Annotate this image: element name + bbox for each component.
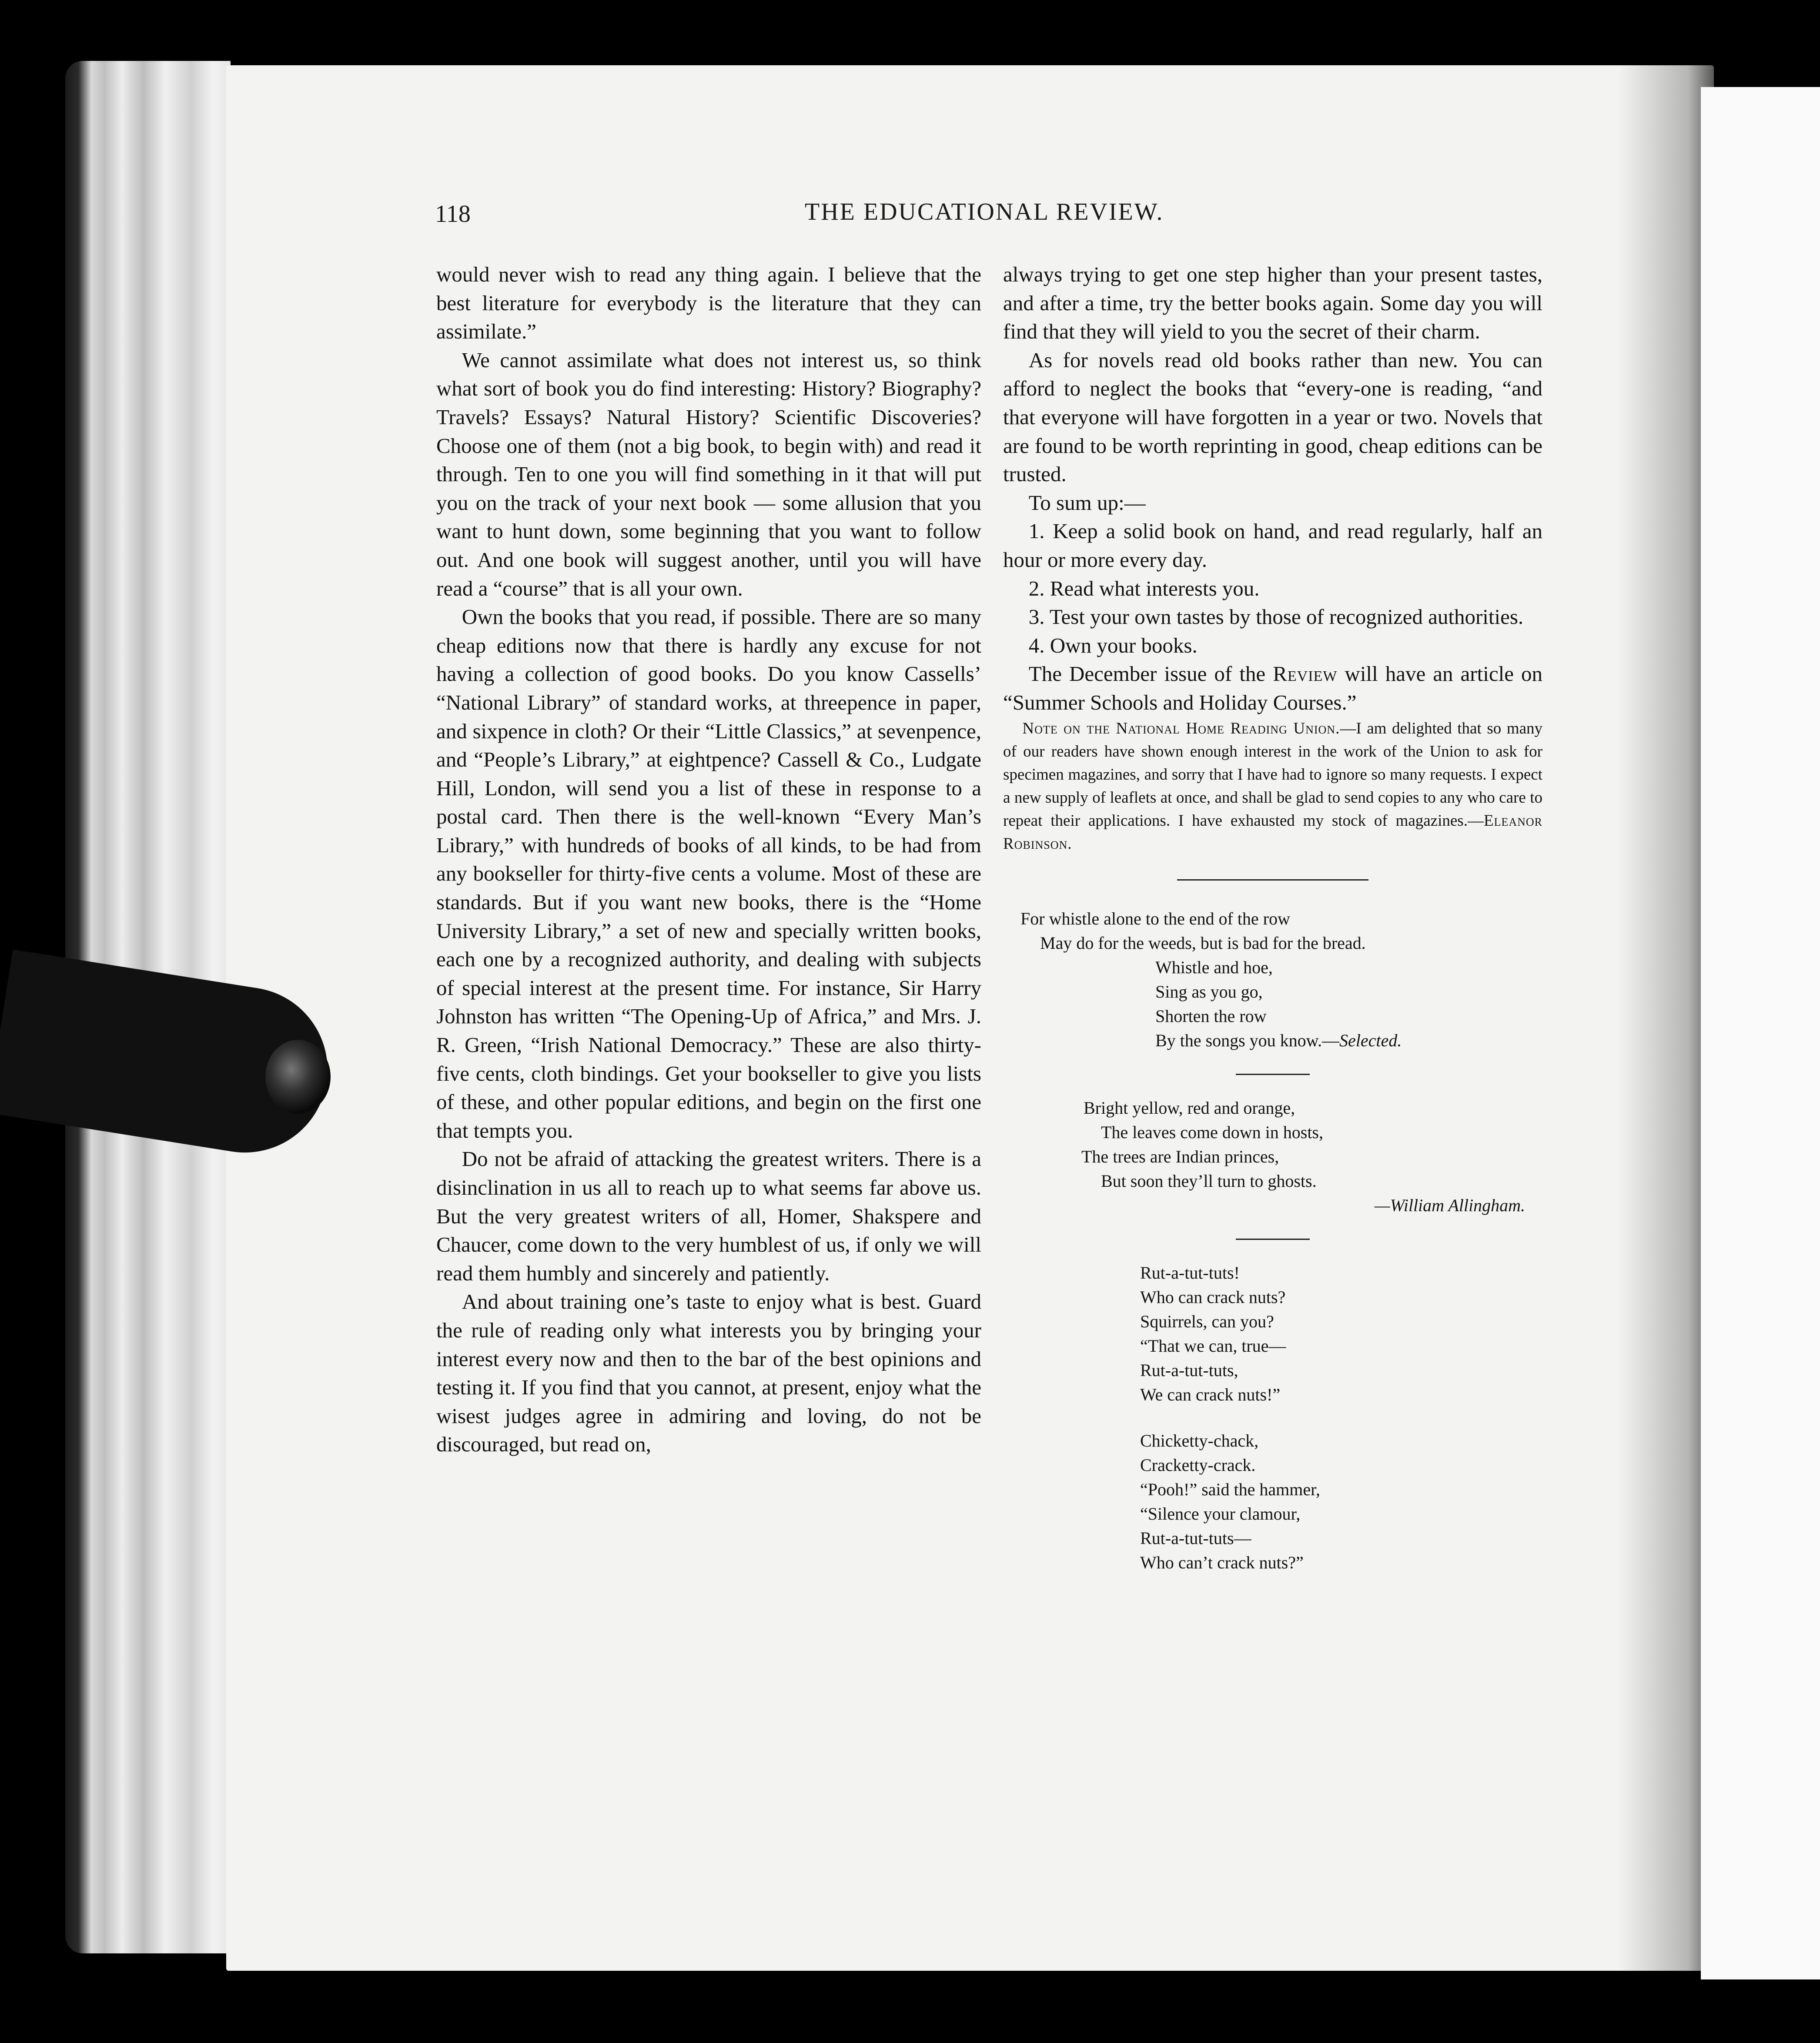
poem-whistle <box>1003 907 1542 1053</box>
paragraph: always trying to get one step higher than your present tastes, and after a time, try the better books again. Some day you will find that they will yield to you the secret of their charm. <box>1003 262 1542 344</box>
poem-line: Sing as you go, <box>1155 981 1263 1001</box>
paragraph: Own the books that you read, if possible. There are so many cheap editions now that there is hardly any excuse for not having a collection of good books. Do you know Cassells’ “National Library” of standard works, at threepence in paper, and sixpence in cloth? Or their “Little Classics,” at sevenpence, and “People’s Library,” at eightpence? Cassell & Co., Ludgate Hill, London, will send you a list of these in response to a postal card. Then there is the well-known “Every Man’s Library,” with hundreds of books of all kinds, to be had from any bookseller for thirty-five cents a volume. Most of these are standards. But if you want new books, there is the “Home University Library,” a set of new and specially written books, each one by a recognized authority, and dealing with subjects of special interest at the present time. For instance, Sir Harry Johnston has written “The Opening-Up of Africa,” and Mrs. J. R. Green, “Irish National Democracy.” These are also thirty-five cents, cloth bindings. Get your bookseller to give you lists of these, and other popular editions, and begin on the first one that tempts you. <box>436 605 981 1142</box>
poem-line: Chicketty-chack, <box>1140 1430 1259 1450</box>
page-number: 118 <box>435 201 471 228</box>
note-signature: Eleanor Robinson. <box>1003 811 1542 853</box>
paragraph: would never wish to read any thing again. I believe that the best literature for everybody is the literature that they can assimilate.” <box>436 262 981 344</box>
section-divider <box>1236 1074 1310 1075</box>
paragraph: And about training one’s taste to enjoy what is best. Guard the rule of reading only what interests you by bringing your interest every now and then to the bar of the best opinions and testing it. If you find that you cannot, at present, enjoy what the wisest judges agree in admiring and loving, do not be discouraged, but read on, <box>436 1289 981 1457</box>
page-holder-clip-tip <box>265 1040 331 1114</box>
poem-line: Squirrels, can you? <box>1140 1311 1274 1331</box>
poem-line: The leaves come down in hosts, <box>1101 1122 1323 1142</box>
facing-page-edge <box>1701 87 1820 1979</box>
list-item: 1. Keep a solid book on hand, and read regularly, half an hour or more every day. <box>1003 519 1542 572</box>
poem-attribution: —William Allingham. <box>1375 1195 1525 1215</box>
poem-line: Bright yellow, red and orange, <box>1084 1098 1295 1118</box>
right-column <box>1003 260 1542 1575</box>
note-body: —I am delighted that so many of our readers have shown enough interest in the work of the Union to ask for specimen magazines, and sorry that I have had to ignore so many requests. I expect a new supply of leaflets at once, and shall be glad to send copies to any who care to repeat their applications. I have exhausted my stock of magazines.— <box>1003 719 1543 830</box>
poem-line: “Silence your clamour, <box>1140 1504 1301 1524</box>
list-item: 2. Read what interests you. <box>1028 576 1260 600</box>
poem-line: Who can crack nuts? <box>1140 1287 1286 1307</box>
running-title: THE EDUCATIONAL REVIEW. <box>805 198 1164 225</box>
text: will have an article on “Summer Schools and Holiday Courses.” <box>1003 662 1542 714</box>
poem-line: Rut-a-tut-tuts, <box>1140 1360 1238 1380</box>
poem-line: But soon they’ll turn to ghosts. <box>1101 1171 1317 1191</box>
poem-line <box>1003 1028 1542 1053</box>
paragraph: As for novels read old books rather than new. You can afford to neglect the books that “every-one is reading, “and that everyone will have forgotten in a year or two. Novels that are found to be worth reprinting in good, cheap editions can be trusted. <box>1003 348 1542 486</box>
poem-line: Whistle and hoe, <box>1155 957 1273 977</box>
paragraph: We cannot assimilate what does not interest us, so think what sort of book you do find interesting: History? Biography? Travels? Essays? Natural History? Scientific Discoveries? Choose one of them (not a big book, to begin with) and read it through. Ten to one you will find something in it that will put you on the track of your next book — some allusion that you want to hunt down, some beginning that you want to follow out. And one book will suggest another, until you will have read a “course” that is all your own. <box>436 348 981 600</box>
poem-line: Cracketty-crack. <box>1140 1455 1256 1475</box>
stanza-gap <box>1140 1407 1542 1429</box>
review-name: Review <box>1273 662 1338 686</box>
list-item: 3. Test your own tastes by those of recognized authorities. <box>1028 605 1524 629</box>
poem-leaves <box>1003 1096 1542 1218</box>
reading-union-note <box>1003 717 1542 855</box>
poem-text: By the songs you know.— <box>1155 1030 1339 1050</box>
poem-line: For whistle alone to the end of the row <box>1020 908 1290 928</box>
poem-nuts <box>1003 1261 1542 1575</box>
poem-attribution: Selected. <box>1339 1030 1402 1050</box>
poem-line: We can crack nuts!” <box>1140 1384 1281 1404</box>
section-divider <box>1177 879 1368 881</box>
note-heading: Note on the National Home Reading Union. <box>1022 719 1340 737</box>
poem-line: Rut-a-tut-tuts— <box>1140 1528 1251 1548</box>
paragraph <box>1003 660 1542 717</box>
poem-line: Who can’t crack nuts?” <box>1140 1552 1304 1572</box>
poem-line: Shorten the row <box>1155 1006 1267 1026</box>
left-column <box>436 260 981 1459</box>
poem-line: May do for the weeds, but is bad for the bread. <box>1040 933 1366 953</box>
text: The December issue of the <box>1028 662 1273 686</box>
poem-line: “That we can, true— <box>1140 1336 1286 1356</box>
list-item: 4. Own your books. <box>1028 633 1198 657</box>
paragraph: To sum up:— <box>1028 490 1146 515</box>
poem-line: The trees are Indian princes, <box>1081 1146 1279 1166</box>
poem-line: Rut-a-tut-tuts! <box>1140 1263 1240 1283</box>
poem-line: “Pooh!” said the hammer, <box>1140 1479 1320 1499</box>
paragraph: Do not be afraid of attacking the greatest writers. There is a disinclination in us all to reach up to what seems far above us. But the very greatest writers of all, Homer, Shakspere and Chaucer, come down to the very humblest of us, if only we will read them humbly and sincerely and patiently. <box>436 1147 981 1285</box>
section-divider <box>1236 1239 1310 1240</box>
